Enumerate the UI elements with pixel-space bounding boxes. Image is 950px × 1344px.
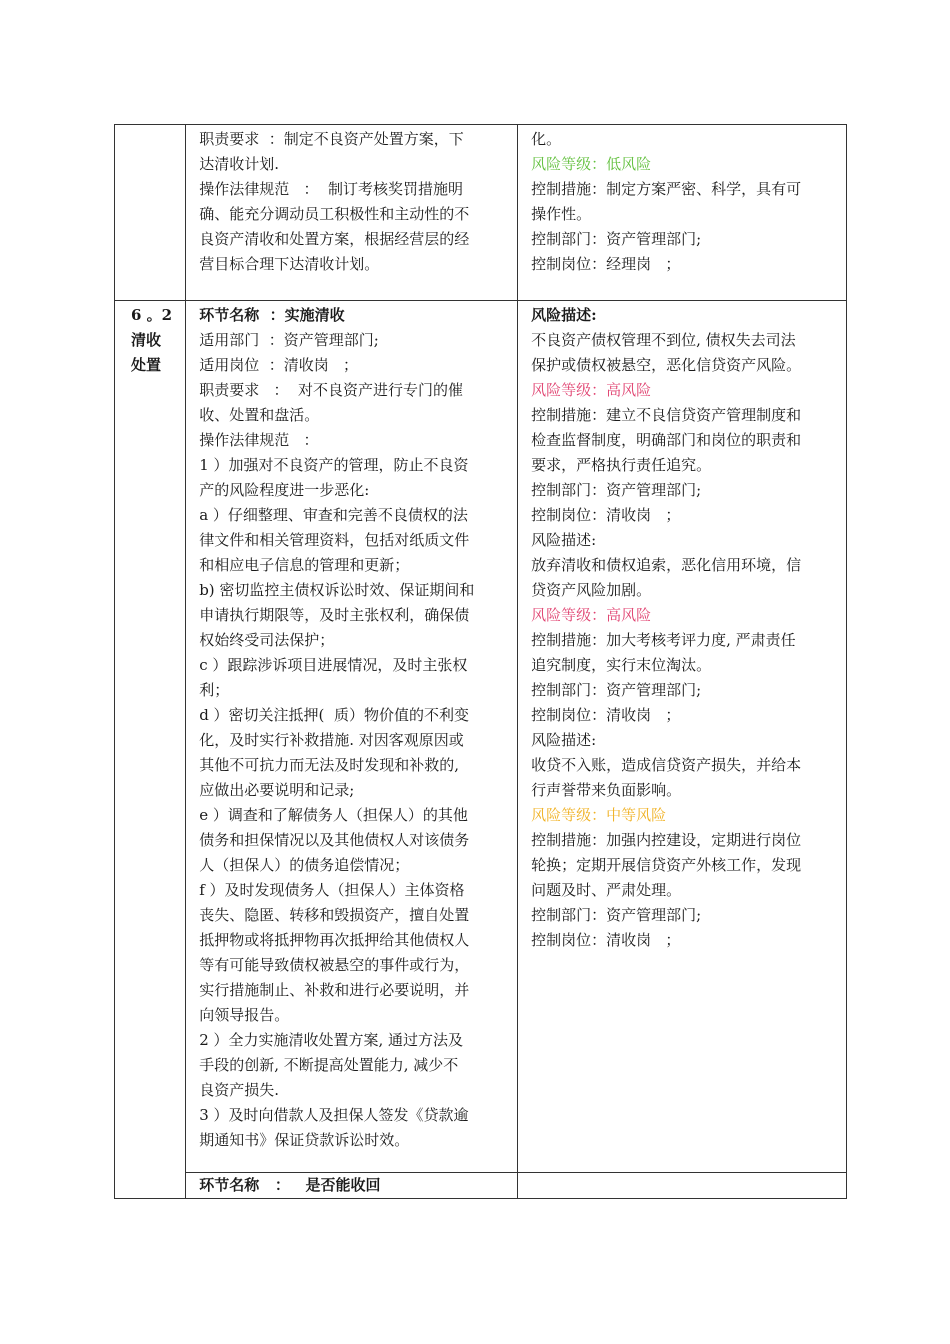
risk-level-line: 风险等级：低风险 bbox=[531, 155, 652, 173]
text-line: 应做出必要说明和记录; bbox=[199, 781, 355, 799]
text-line: 1 ）加强对不良资产的管理，防止不良资 bbox=[199, 456, 469, 474]
text-line: b) 密切监控主债权诉讼时效、保证期间和 bbox=[199, 581, 475, 599]
text-line: 适用部门 ：资产管理部门; bbox=[199, 331, 379, 349]
text-line: 控制岗位：经理岗 ； bbox=[531, 255, 681, 273]
row1-risk-cell bbox=[518, 125, 847, 301]
text-line: 期通知书》保证贷款诉讼时效。 bbox=[199, 1131, 410, 1149]
text-line: 控制岗位：清收岗 ； bbox=[531, 506, 681, 524]
text-line: 达清收计划. bbox=[199, 155, 279, 173]
text-line: d ）密切关注抵押( 质）物价值的不利变 bbox=[199, 706, 469, 724]
text-line: 债务和担保情况以及其他债权人对该债务 bbox=[199, 831, 470, 849]
text-line: 职责要求 ：制定不良资产处置方案，下 bbox=[199, 130, 464, 148]
text-line: 追究制度，实行末位淘汰。 bbox=[531, 656, 712, 674]
text-line: 收贷不入账，造成信贷资产损失，并给本 bbox=[531, 756, 802, 774]
text-line: 良资产清收和处置方案，根据经营层的经 bbox=[199, 230, 470, 248]
text-line: 控制岗位：清收岗 ； bbox=[531, 931, 681, 949]
text-line: f ）及时发现债务人（担保人）主体资格 bbox=[199, 881, 465, 899]
text-line: 控制部门：资产管理部门; bbox=[531, 906, 702, 924]
text-line: 律文件和相关管理资料，包括对纸质文件 bbox=[199, 531, 470, 549]
table-row-1 bbox=[115, 125, 847, 301]
step-name-label: 环节名称 ： 是否能收回 bbox=[199, 1176, 381, 1194]
text-line: e ）调查和了解债务人（担保人）的其他 bbox=[199, 806, 468, 824]
text-line: 2 ）全力实施清收处置方案, 通过方法及 bbox=[199, 1031, 464, 1049]
text-line: 控制部门：资产管理部门; bbox=[531, 481, 702, 499]
text-line: c ）跟踪涉诉项目进展情况，及时主张权 bbox=[199, 656, 468, 674]
text-line: 确、能充分调动员工积极性和主动性的不 bbox=[199, 205, 470, 223]
risk-level-line: 风险等级：高风险 bbox=[531, 381, 652, 399]
row2-duty-cell bbox=[186, 301, 518, 1173]
text-line: 操作法律规范 ： 制订考核奖罚措施明 bbox=[199, 180, 464, 198]
row3-step-cell bbox=[186, 1173, 518, 1199]
text-line: 利； bbox=[199, 681, 230, 699]
text-line: 保护或债权被悬空，恶化信贷资产风险。 bbox=[531, 356, 802, 374]
text-line: 行声誉带来负面影响。 bbox=[531, 781, 682, 799]
table-row-3 bbox=[115, 1173, 847, 1199]
text-line: 控制措施：制定方案严密、科学，具有可 bbox=[531, 180, 802, 198]
text-line: 手段的创新, 不断提高处置能力, 减少不 bbox=[199, 1056, 459, 1074]
text-line: 等有可能导致债权被悬空的事件或行为， bbox=[199, 956, 470, 974]
text-line: 实行措施制止、补救和进行必要说明，并 bbox=[199, 981, 470, 999]
text-line: 环节名称 ：实施清收 bbox=[199, 306, 345, 324]
section-cell-6-2 bbox=[115, 301, 186, 1199]
text-line: 权始终受司法保护； bbox=[199, 631, 335, 649]
text-line: 放弃清收和债权追索，恶化信用环境，信 bbox=[531, 556, 802, 574]
text-line: 良资产损失. bbox=[199, 1081, 279, 1099]
text-line: 职责要求 ： 对不良资产进行专门的催 bbox=[199, 381, 464, 399]
text-line: 化，及时实行补救措施. 对因客观原因或 bbox=[199, 731, 464, 749]
section-label: 6 。2 bbox=[131, 306, 173, 324]
text-line: 抵押物或将抵押物再次抵押给其他债权人 bbox=[199, 931, 470, 949]
table-row-2 bbox=[115, 301, 847, 1173]
text-line: 化。 bbox=[531, 130, 562, 148]
text-line: 丧失、隐匿、转移和毁损资产，擅自处置 bbox=[199, 906, 470, 924]
text-line: 风险描述: bbox=[531, 306, 597, 324]
text-line: 3 ）及时向借款人及担保人签发《贷款逾 bbox=[199, 1106, 469, 1124]
text-line: 控制措施：加大考核考评力度, 严肃责任 bbox=[531, 631, 796, 649]
risk-level-line: 风险等级：中等风险 bbox=[531, 806, 667, 824]
row1-duty-cell bbox=[186, 125, 518, 301]
text-line: a ）仔细整理、审查和完善不良债权的法 bbox=[199, 506, 468, 524]
text-line: 操作性。 bbox=[531, 205, 592, 223]
text-line: 申请执行期限等，及时主张权利，确保债 bbox=[199, 606, 470, 624]
text-line: 控制措施：建立不良信贷资产管理制度和 bbox=[531, 406, 802, 424]
text-line: 控制部门：资产管理部门; bbox=[531, 681, 702, 699]
text-line: 和相应电子信息的管理和更新； bbox=[199, 556, 410, 574]
section-label: 清收 bbox=[131, 331, 162, 349]
section-cell-empty bbox=[115, 125, 186, 301]
text-line: 不良资产债权管理不到位, 债权失去司法 bbox=[531, 331, 796, 349]
text-line: 收、处置和盘活。 bbox=[199, 406, 320, 424]
text-line: 要求，严格执行责任追究。 bbox=[531, 456, 712, 474]
text-line: 产的风险程度进一步恶化: bbox=[199, 481, 370, 499]
text-line: 控制措施：加强内控建设，定期进行岗位 bbox=[531, 831, 802, 849]
text-line: 控制岗位：清收岗 ； bbox=[531, 706, 681, 724]
text-line: 控制部门：资产管理部门; bbox=[531, 230, 702, 248]
text-line: 向领导报告。 bbox=[199, 1006, 290, 1024]
risk-control-table bbox=[114, 124, 847, 1199]
text-line: 贷资产风险加剧。 bbox=[531, 581, 652, 599]
text-line: 问题及时、严肃处理。 bbox=[531, 881, 682, 899]
text-line: 营目标合理下达清收计划。 bbox=[199, 255, 380, 273]
text-line: 风险描述: bbox=[531, 531, 597, 549]
text-line: 风险描述: bbox=[531, 731, 597, 749]
row3-empty-cell bbox=[518, 1173, 847, 1199]
text-line: 轮换；定期开展信贷资产外核工作，发现 bbox=[531, 856, 802, 874]
row2-risk-cell bbox=[518, 301, 847, 1173]
text-line: 人（担保人）的债务追偿情况； bbox=[199, 856, 410, 874]
risk-level-line: 风险等级：高风险 bbox=[531, 606, 652, 624]
section-label: 处置 bbox=[131, 356, 162, 374]
text-line: 其他不可抗力而无法及时发现和补救的, bbox=[199, 756, 459, 774]
text-line: 操作法律规范 ： bbox=[199, 431, 319, 449]
text-line: 检查监督制度，明确部门和岗位的职责和 bbox=[531, 431, 802, 449]
text-line: 适用岗位 ：清收岗 ； bbox=[199, 356, 359, 374]
